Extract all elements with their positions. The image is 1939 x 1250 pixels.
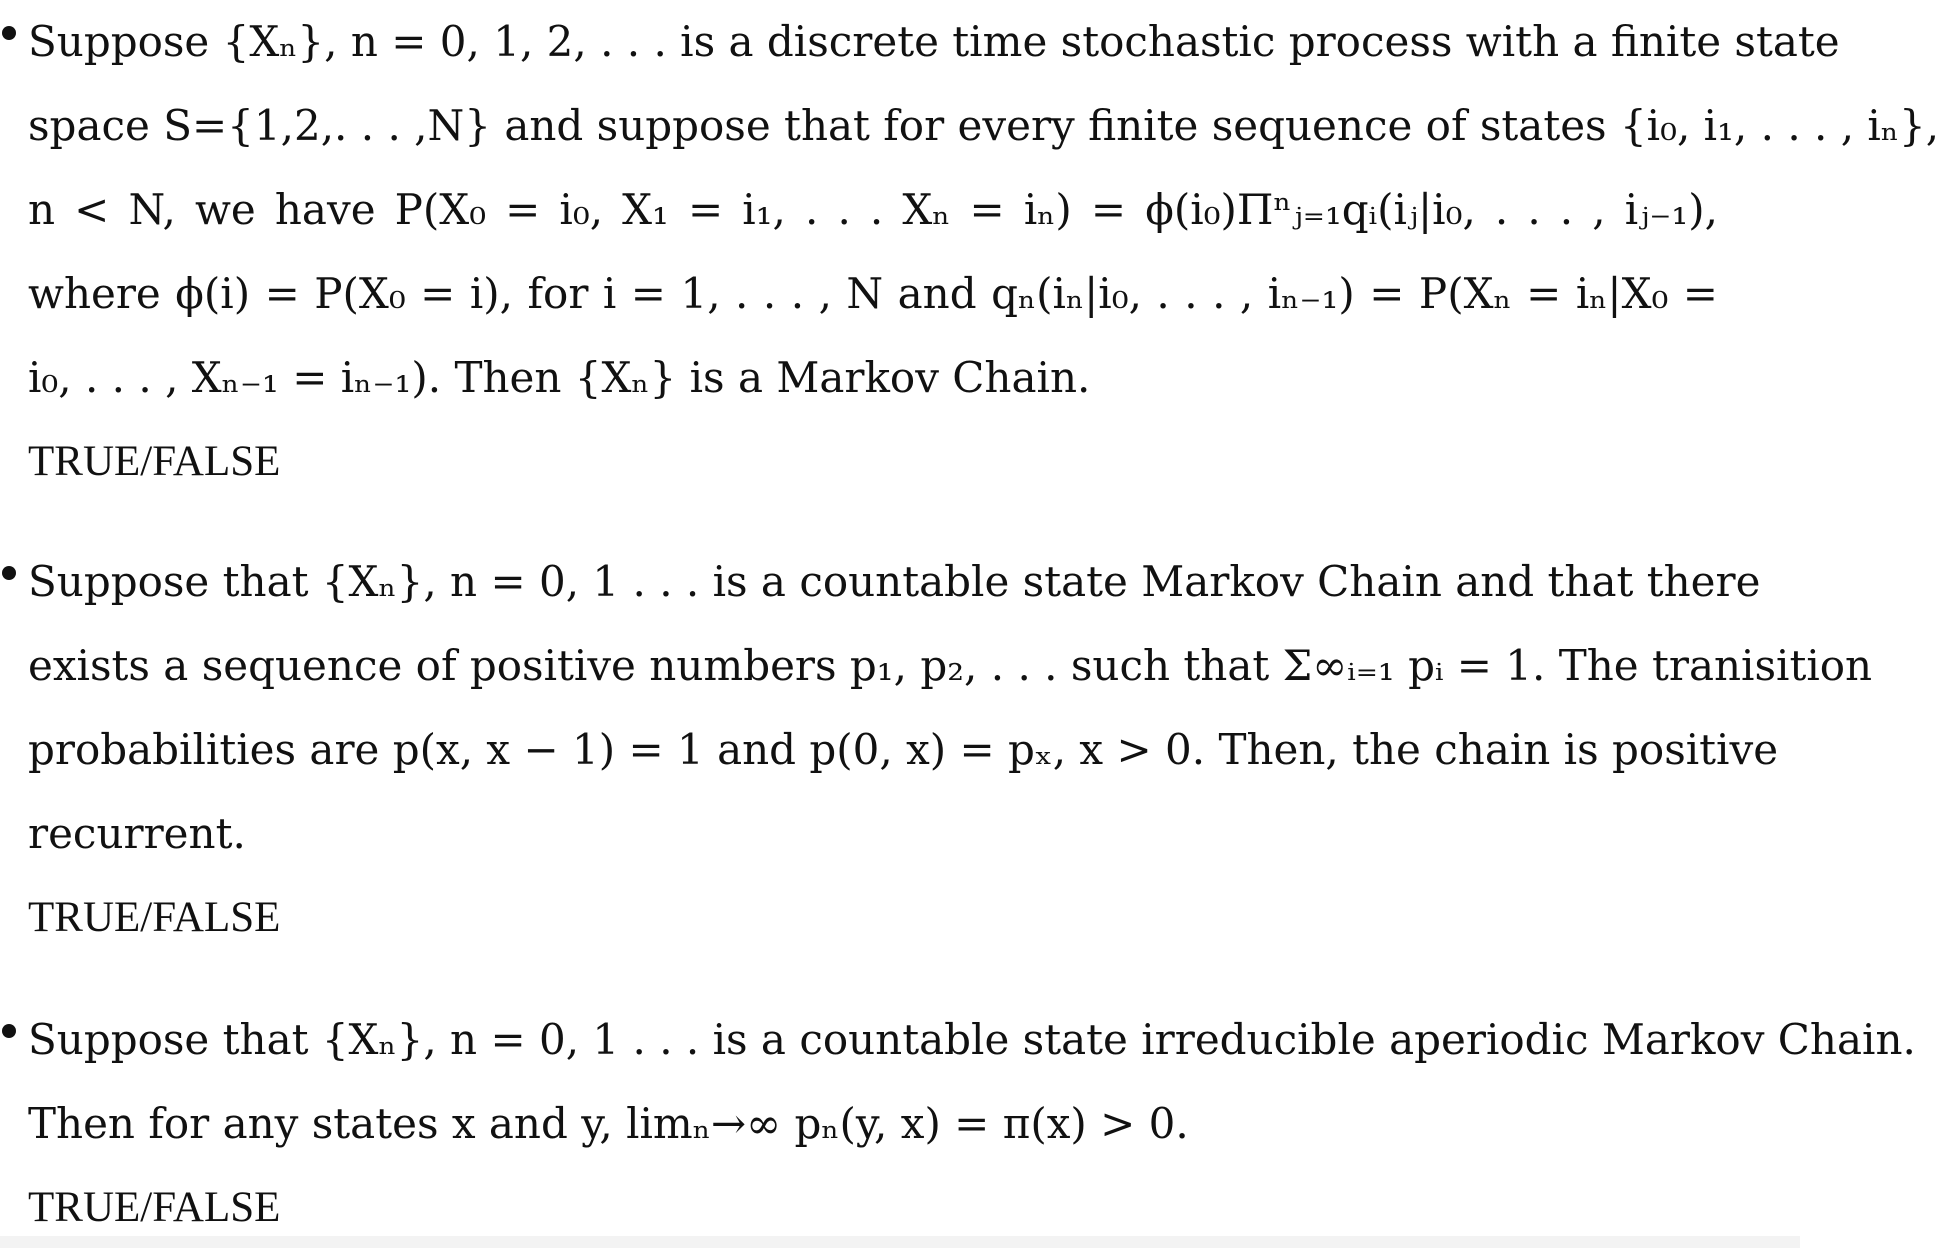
question-2: [28, 540, 1873, 960]
question-2-line-4: recurrent.: [28, 809, 246, 858]
question-3: [28, 998, 1916, 1250]
question-1-line-2: space S={1,2,. . . ,N} and suppose that for every finite sequence of states {i₀, i₁, . . . , iₙ},: [28, 101, 1939, 150]
question-1-line-5: i₀, . . . , Xₙ₋₁ = iₙ₋₁). Then {Xₙ} is a Markov Chain.: [28, 353, 1091, 402]
question-3-line-2: Then for any states x and y, limₙ→∞ pₙ(y, x) = π(x) > 0.: [28, 1099, 1189, 1148]
page-bottom-edge: [0, 1236, 1800, 1248]
question-2-answer-options: TRUE/FALSE: [28, 894, 281, 941]
bullet-marker: [2, 26, 16, 40]
question-1: [28, 0, 1939, 504]
question-1-answer-options: TRUE/FALSE: [28, 438, 281, 485]
question-1-line-3: n < N, we have P(X₀ = i₀, X₁ = i₁, . . . Xₙ = iₙ) = ϕ(i₀)Πⁿⱼ₌₁qᵢ(iⱼ|i₀, . . . , iⱼ₋₁),: [28, 185, 1718, 234]
bullet-marker: [2, 1024, 16, 1038]
question-2-line-3: probabilities are p(x, x − 1) = 1 and p(0, x) = pₓ, x > 0. Then, the chain is positive: [28, 725, 1779, 774]
question-3-answer-options: TRUE/FALSE: [28, 1184, 281, 1231]
question-1-line-1: Suppose {Xₙ}, n = 0, 1, 2, . . . is a discrete time stochastic process with a finite state: [28, 17, 1840, 66]
bullet-marker: [2, 566, 16, 580]
question-3-line-1: Suppose that {Xₙ}, n = 0, 1 . . . is a countable state irreducible aperiodic Markov Chain.: [28, 1015, 1916, 1064]
question-2-line-1: Suppose that {Xₙ}, n = 0, 1 . . . is a countable state Markov Chain and that there: [28, 557, 1761, 606]
question-1-line-4: where ϕ(i) = P(X₀ = i), for i = 1, . . . , N and qₙ(iₙ|i₀, . . . , iₙ₋₁) = P(Xₙ = iₙ|X₀ =: [28, 269, 1718, 318]
question-2-line-2: exists a sequence of positive numbers p₁, p₂, . . . such that Σ∞ᵢ₌₁ pᵢ = 1. The tranisition: [28, 641, 1873, 690]
